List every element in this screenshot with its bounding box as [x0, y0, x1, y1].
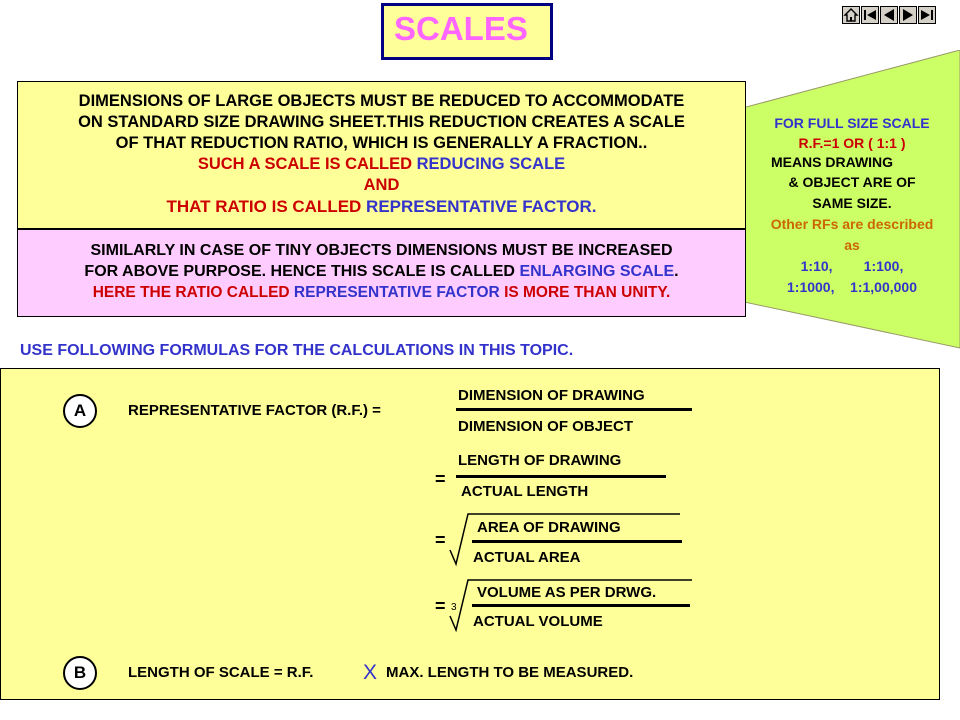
label-b: B: [73, 663, 87, 682]
side-line-1: FOR FULL SIZE SCALE: [774, 115, 930, 131]
f2-fraction-bar: [456, 475, 666, 478]
side-line-6: Other RFs are described: [770, 216, 934, 232]
times-sign: X: [363, 661, 378, 684]
f3-equals: =: [435, 530, 446, 550]
side-line-3: MEANS DRAWING: [770, 154, 894, 170]
box1-line-3: OF THAT REDUCTION RATIO, WHICH IS GENERALLY A FRACTION..: [115, 134, 648, 152]
box2-line-1: SIMILARLY IN CASE OF TINY OBJECTS DIMENSIONS MUST BE INCREASED: [90, 242, 673, 259]
page-title: SCALES: [394, 10, 528, 47]
previous-icon[interactable]: [880, 6, 898, 24]
cube-root-index: 3: [451, 602, 457, 613]
reducing-scale-box: [17, 81, 746, 229]
box1-line-5: AND: [363, 176, 400, 194]
enlarging-scale-box: [17, 229, 746, 317]
f1-fraction-bar: [456, 408, 692, 411]
box1-line-6: THAT RATIO IS CALLED REPRESENTATIVE FACTOR.: [166, 197, 597, 216]
side-line-7: as: [844, 237, 860, 253]
label-a: A: [73, 401, 87, 420]
f2-denominator: ACTUAL LENGTH: [461, 483, 589, 500]
label-a-circle: [63, 394, 97, 428]
box1-line-4: SUCH A SCALE IS CALLED REDUCING SCALE: [197, 155, 566, 173]
skip-forward-icon[interactable]: [918, 6, 936, 24]
f4-equals: =: [435, 596, 446, 616]
f4-numerator: VOLUME AS PER DRWG.: [477, 584, 657, 601]
label-b-circle: [63, 656, 97, 690]
scale-length-right: MAX. LENGTH TO BE MEASURED.: [386, 664, 634, 681]
box2-line-3: HERE THE RATIO CALLED REPRESENTATIVE FACTOR IS MORE THAN UNITY.: [92, 284, 671, 301]
f2-equals: =: [435, 469, 446, 489]
f4-denominator: ACTUAL VOLUME: [473, 613, 603, 630]
skip-back-icon[interactable]: [861, 6, 879, 24]
f3-numerator: AREA OF DRAWING: [477, 519, 621, 536]
box1-line-2: ON STANDARD SIZE DRAWING SHEET.THIS REDUCTION CREATES A SCALE: [78, 113, 685, 131]
side-line-2: R.F.=1 OR ( 1:1 ): [798, 135, 906, 151]
f2-numerator: LENGTH OF DRAWING: [458, 452, 622, 469]
box2-line-2: FOR ABOVE PURPOSE. HENCE THIS SCALE IS CALLED ENLARGING SCALE.: [84, 263, 679, 280]
box1-line-1: DIMENSIONS OF LARGE OBJECTS MUST BE REDUCED TO ACCOMMODATE: [78, 92, 685, 110]
side-line-8: 1:10, 1:100,: [800, 258, 904, 274]
f1-numerator: DIMENSION OF DRAWING: [458, 387, 645, 404]
side-line-4: & OBJECT ARE OF: [788, 174, 916, 190]
f3-fraction-bar: [472, 540, 682, 543]
next-icon[interactable]: [899, 6, 917, 24]
side-line-9: 1:1000, 1:1,00,000: [787, 279, 917, 295]
f3-denominator: ACTUAL AREA: [473, 549, 581, 566]
home-icon[interactable]: [842, 6, 860, 24]
side-panel-text: [752, 113, 952, 298]
formula-heading: USE FOLLOWING FORMULAS FOR THE CALCULATIONS IN THIS TOPIC.: [20, 342, 574, 359]
f1-denominator: DIMENSION OF OBJECT: [458, 418, 634, 435]
page-title-box: [381, 3, 553, 60]
side-line-5: SAME SIZE.: [812, 195, 892, 211]
f4-fraction-bar: [472, 604, 690, 607]
rf-label: REPRESENTATIVE FACTOR (R.F.) =: [128, 402, 381, 419]
scale-length-left: LENGTH OF SCALE = R.F.: [128, 664, 314, 681]
